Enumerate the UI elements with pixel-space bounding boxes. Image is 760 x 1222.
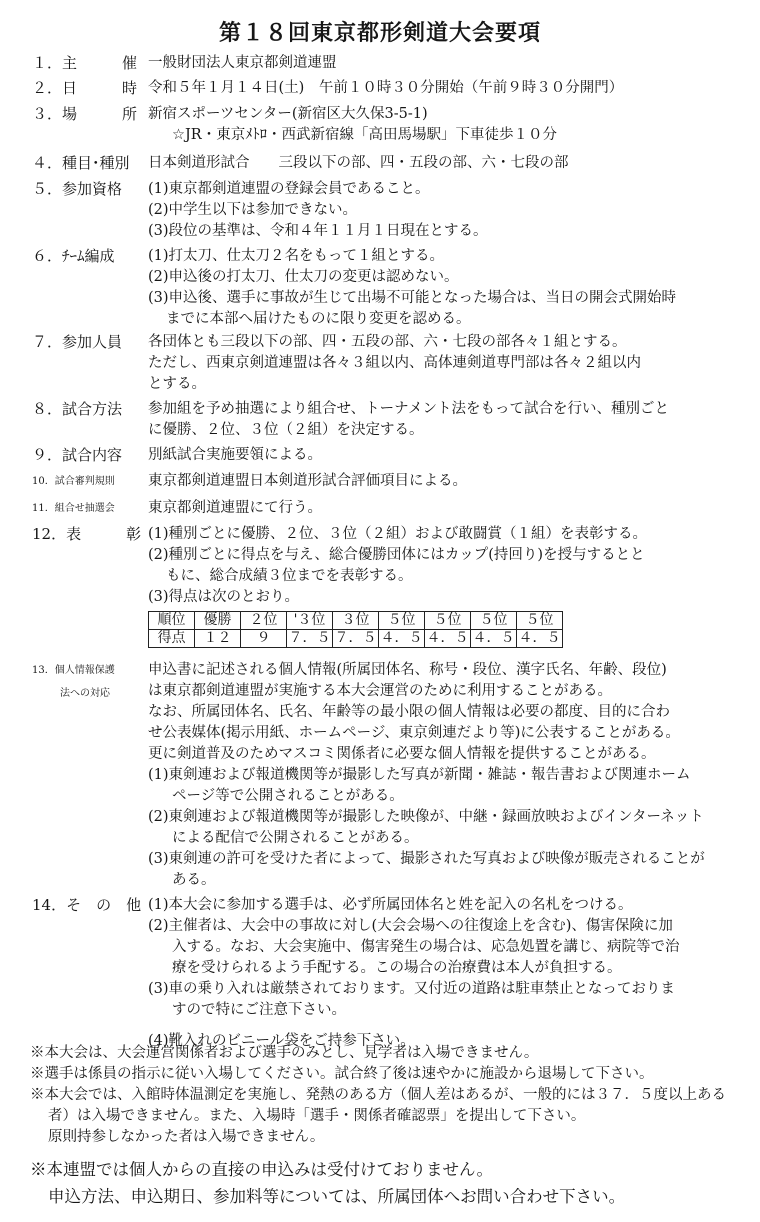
table-row <box>149 612 563 630</box>
table-cell: ５位 <box>471 612 517 630</box>
section-text: (3)申込後、選手に事故が生じて出場不可能となった場合は、当日の開会式開始時 <box>148 290 677 306</box>
section-text: (3)段位の基準は、令和４年１１月１日現在とする。 <box>148 223 488 239</box>
notice-text: 申込方法、申込期日、参加料等については、所属団体へお問い合わせ下さい。 <box>48 1187 626 1206</box>
notice-text: ※選手は係員の指示に従い入場してください。試合終了後は速やかに施設から退場して下さい。 <box>30 1066 654 1082</box>
table-cell: ２位 <box>241 612 287 630</box>
section-text: (1)種別ごとに優勝、２位、３位（２組）および敢闘賞（１組）を表彰する。 <box>148 526 648 542</box>
section-text: 更に剣道普及のためマスコミ関係者に必要な個人情報を提供することがある。 <box>148 746 656 762</box>
notice-text: 原則持参しなかった者は入場できません。 <box>48 1129 325 1145</box>
section-text: (2)中学生以下は参加できない。 <box>148 202 358 218</box>
section-label-line: 13．個人情報保護 <box>32 665 115 676</box>
table-row <box>149 630 563 648</box>
section-label <box>32 660 142 704</box>
section-text: 申込書に記述される個人情報(所属団体名、称号・段位、漢字氏名、年齢、段位) <box>148 662 667 678</box>
section-text: 新宿スポーツセンター(新宿区大久保3-5-1) <box>148 106 428 122</box>
section-text: 東京都剣道連盟にて行う。 <box>148 500 322 516</box>
table-cell: 得点 <box>149 630 195 648</box>
section-text: 療を受けられるよう手配する。この場合の治療費は本人が負担する。 <box>172 960 622 976</box>
section-label: 11．組合せ抽選会 <box>32 503 115 514</box>
section-text: 入する。なお、大会実施中、傷害発生の場合は、応急処置を講じ、病院等で治 <box>172 939 680 955</box>
application-notice <box>30 1157 742 1205</box>
table-cell: ４．５ <box>472 630 515 646</box>
section-label: 14．そ の 他 <box>32 896 142 914</box>
section-text: もに、総合成績３位までを表彰する。 <box>166 568 413 584</box>
section-text: (3)東剣連の許可を受けた者によって、撮影された写真および映像が販売されることが <box>148 851 705 867</box>
section-text: なお、所属団体名、氏名、年齢等の最小限の個人情報は必要の都度、目的に合わ <box>148 704 670 720</box>
table-cell: ５位 <box>517 612 563 630</box>
section-text: (1)東剣連および報道機関等が撮影した写真が新聞・雑誌・報告書および関連ホーム <box>148 767 691 783</box>
document-title: 第１８回東京都形剣道大会要項 <box>218 20 541 46</box>
score-table <box>148 611 563 648</box>
section-text: ページ等で公開されることがある。 <box>172 788 404 804</box>
section-text: 令和５年１月１４日(土) 午前１０時３０分開始（午前９時３０分開門） <box>148 80 624 96</box>
notice-text: ※本大会では、入館時体温測定を実施し、発熱のある方（個人差はあるが、一般的には３７．５度以上ある <box>30 1087 726 1103</box>
section-text: (1)本大会に参加する選手は、必ず所属団体名と姓を記入の名札をつける。 <box>148 897 633 913</box>
section-label-line: 法への対応 <box>60 688 110 699</box>
section-text: 日本剣道形試合 三段以下の部、四・五段の部、六・七段の部 <box>148 155 569 171</box>
section-text: に優勝、２位、３位（２組）を決定する。 <box>148 422 424 438</box>
section-label: ７．参加人員 <box>32 333 123 351</box>
section-text: すので特にご注意下さい。 <box>172 1002 346 1018</box>
section-label: ５．参加資格 <box>32 180 123 198</box>
section-text: とする。 <box>148 376 206 392</box>
table-cell: ７．５ <box>288 630 331 646</box>
section-label: ９．試合内容 <box>32 446 123 464</box>
section-label: 12．表 彰 <box>32 525 142 543</box>
section-label: ３．場 所 <box>32 105 138 123</box>
section-label: ４．種目･種別 <box>32 154 130 172</box>
section-text: 各団体とも三段以下の部、四・五段の部、六・七段の部各々１組とする。 <box>148 334 627 350</box>
table-cell: ４．５ <box>426 630 469 646</box>
section-text: は東京都剣道連盟が実施する本大会運営のために利用することがある。 <box>148 683 612 699</box>
section-label: 10．試合審判規則 <box>32 476 115 487</box>
table-cell: ３位 <box>333 612 379 630</box>
section-text: (1)打太刀、仕太刀２名をもって１組とする。 <box>148 248 445 264</box>
notice-block <box>30 1043 742 1148</box>
table-cell: '３位 <box>287 612 333 630</box>
table-cell: ５位 <box>379 612 425 630</box>
section-text: 参加組を予め抽選により組合せ、トーナメント法をもって試合を行い、種別ごと <box>148 401 669 417</box>
section-text: までに本部へ届けたものに限り変更を認める。 <box>166 311 471 327</box>
section-text: せ公表媒体(掲示用紙、ホームページ、東京剣連だより等)に公表することがある。 <box>148 725 680 741</box>
table-cell: ７．５ <box>334 630 377 646</box>
section-text: 東京都剣道連盟日本剣道形試合評価項目による。 <box>148 473 467 489</box>
section-text: (3)車の乗り入れは厳禁されております。又付近の道路は駐車禁止となっておりま <box>148 981 675 997</box>
section-label: ８．試合方法 <box>32 400 123 418</box>
notice-text: ※本大会は、大会運営関係者および選手のみとし、見学者は入場できません。 <box>30 1045 539 1061</box>
notice-text: 者）は入場できません。また、入場時「選手・関係者確認票」を提出して下さい。 <box>48 1108 586 1124</box>
section-text: (2)申込後の打太刀、仕太刀の変更は認めない。 <box>148 269 459 285</box>
section-text: (1)東京都剣道連盟の登録会員であること。 <box>148 181 430 197</box>
section-text: ☆JR・東京ﾒﾄﾛ・西武新宿線「高田馬場駅」下車徒歩１０分 <box>172 127 557 143</box>
section-text: 別紙試合実施要領による。 <box>148 447 322 463</box>
table-cell: ５位 <box>425 612 471 630</box>
table-cell: １２ <box>195 630 241 648</box>
section-text: (4)靴入れのビニール袋をご持参下さい。 <box>148 1033 415 1049</box>
section-text: (3)得点は次のとおり。 <box>148 589 300 605</box>
notice-text: ※本連盟では個人からの直接の申込みは受付けておりません。 <box>30 1160 493 1179</box>
table-cell: ９ <box>241 630 287 648</box>
section-label: ６．ﾁｰﾑ編成 <box>32 247 115 265</box>
section-text: ただし、西東京剣道連盟は各々３組以内、高体連剣道専門部は各々２組以内 <box>148 355 641 371</box>
section-text: (2)東剣連および報道機関等が撮影した映像が、中継・録画放映およびインターネット <box>148 809 704 825</box>
section-text: (2)主催者は、大会中の事故に対し(大会会場への往復途上を含む)、傷害保険に加 <box>148 918 673 934</box>
table-cell: 順位 <box>149 612 195 630</box>
section-text: 一般財団法人東京都剣道連盟 <box>148 55 337 71</box>
table-cell: ４．５ <box>518 630 561 646</box>
section-label: １．主 催 <box>32 54 138 72</box>
section-text: ある。 <box>172 872 216 888</box>
section-text: (2)種別ごとに得点を与え、総合優勝団体にはカップ(持回り)を授与するとと <box>148 547 645 563</box>
table-cell: 優勝 <box>195 612 241 630</box>
section-text: による配信で公開されることがある。 <box>172 830 419 846</box>
table-cell: ４．５ <box>380 630 423 646</box>
section-label: ２．日 時 <box>32 79 138 97</box>
